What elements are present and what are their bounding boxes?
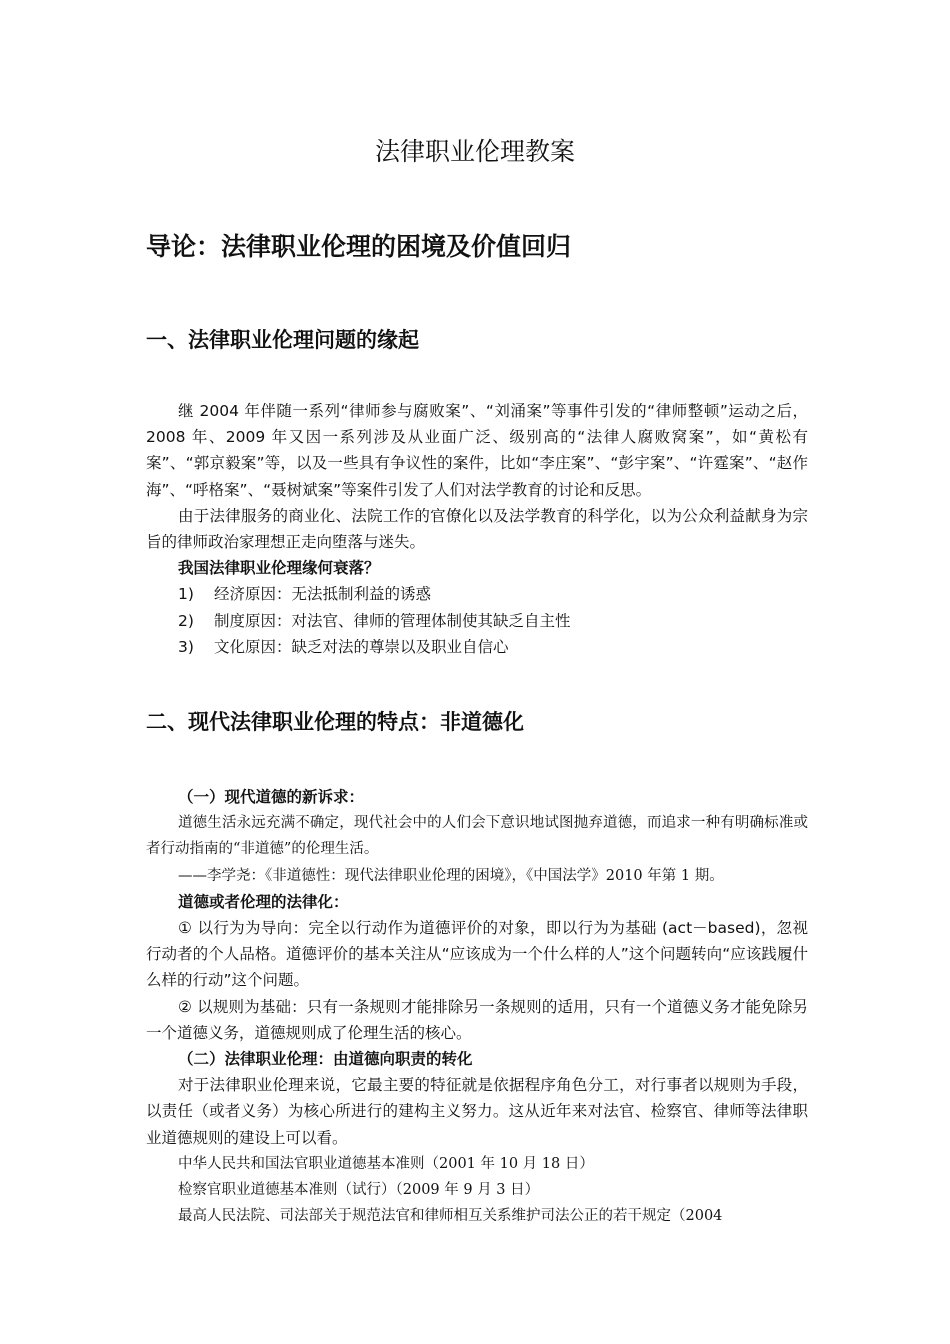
section2-para3: 对于法律职业伦理来说，它最主要的特征就是依据程序角色分工，对行事者以规则为手段，以责任（或者义务）为核心所进行的建构主义努力。这从近年来对法官、检察官、律师等法律职业道德规则的建设上可以看。 xyxy=(146,1076,808,1147)
legalization-heading: 道德或者伦理的法律化： xyxy=(178,892,349,911)
document-title: 法律职业伦理教案 xyxy=(374,137,575,166)
list-text: 经济原因：无法抵制利益的诱惑 xyxy=(214,585,432,604)
section1-para2: 由于法律服务的商业化、法院工作的官僚化以及法学教育的科学化，以为公众利益献身为宗旨的律师政治家理想正走向堕落与迷失。 xyxy=(146,506,808,552)
rule-item: 最高人民法院、司法部关于规范法官和律师相互关系维护司法公正的若干规定（2004 xyxy=(178,1208,723,1225)
citation: ——李学尧：《非道德性：现代法律职业伦理的困境》，《中国法学》2010 年第 1 期。 xyxy=(178,867,724,884)
section2-body xyxy=(146,784,808,1229)
list-number: 1) xyxy=(178,585,194,604)
subheading-new-demands: （一）现代道德的新诉求： xyxy=(178,788,365,806)
intro-heading: 导论：法律职业伦理的困境及价值回归 xyxy=(146,232,572,261)
rule-item: 中华人民共和国法官职业道德基本准则（2001 年 10 月 18 日） xyxy=(178,1155,594,1172)
section1-body xyxy=(146,398,808,660)
section2-heading: 二、现代法律职业伦理的特点：非道德化 xyxy=(146,710,524,734)
rule-item: 检察官职业道德基本准则（试行）（2009 年 9 月 3 日） xyxy=(178,1182,540,1199)
list-item xyxy=(178,581,808,607)
section1-para1: 继 2004 年伴随一系列“律师参与腐败案”、“刘涌案”等事件引发的“律师整顿”运动之后，2008 年、2009 年又因一系列涉及从业面广泛、级别高的“法律人腐败窝案”，如“黄松有案”、“郭京毅案”等，以及一些具有争议性的案件，比如“李庄案”、“彭宇案”、“许霆案”、“赵作海”、“呼格案”、“聂树斌案”等案件引发了人们对法学教育的讨论和反思。 xyxy=(146,402,808,499)
point-rule-based: ② 以规则为基础：只有一条规则才能排除另一条规则的适用，只有一个道德义务才能免除另一个道德义务，道德规则成了伦理生活的核心。 xyxy=(146,997,808,1042)
list-item xyxy=(178,634,808,660)
section1-heading: 一、法律职业伦理问题的缘起 xyxy=(146,328,419,352)
list-item xyxy=(178,608,808,634)
list-number: 3) xyxy=(178,637,194,656)
reasons-list xyxy=(146,581,808,660)
point-behavior-oriented: ① 以行为为导向：完全以行动作为道德评价的对象，即以行为为基础 (act－based)，忽视行动者的个人品格。道德评价的基本关注从“应该成为一个什么样的人”这个问题转向“应该践履什么样的行动”这个问题。 xyxy=(146,919,808,990)
decline-question: 我国法律职业伦理缘何衰落？ xyxy=(178,559,380,578)
list-text: 文化原因：缺乏对法的尊崇以及职业自信心 xyxy=(214,637,509,656)
list-number: 2) xyxy=(178,611,194,630)
quote-paragraph: 道德生活永远充满不确定，现代社会中的人们会下意识地试图抛弃道德，而追求一种有明确标准或者行动指南的“非道德”的伦理生活。 xyxy=(146,815,808,858)
subheading-duty-shift: （二）法律职业伦理：由道德向职责的转化 xyxy=(178,1050,473,1069)
list-text: 制度原因：对法官、律师的管理体制使其缺乏自主性 xyxy=(214,611,571,630)
